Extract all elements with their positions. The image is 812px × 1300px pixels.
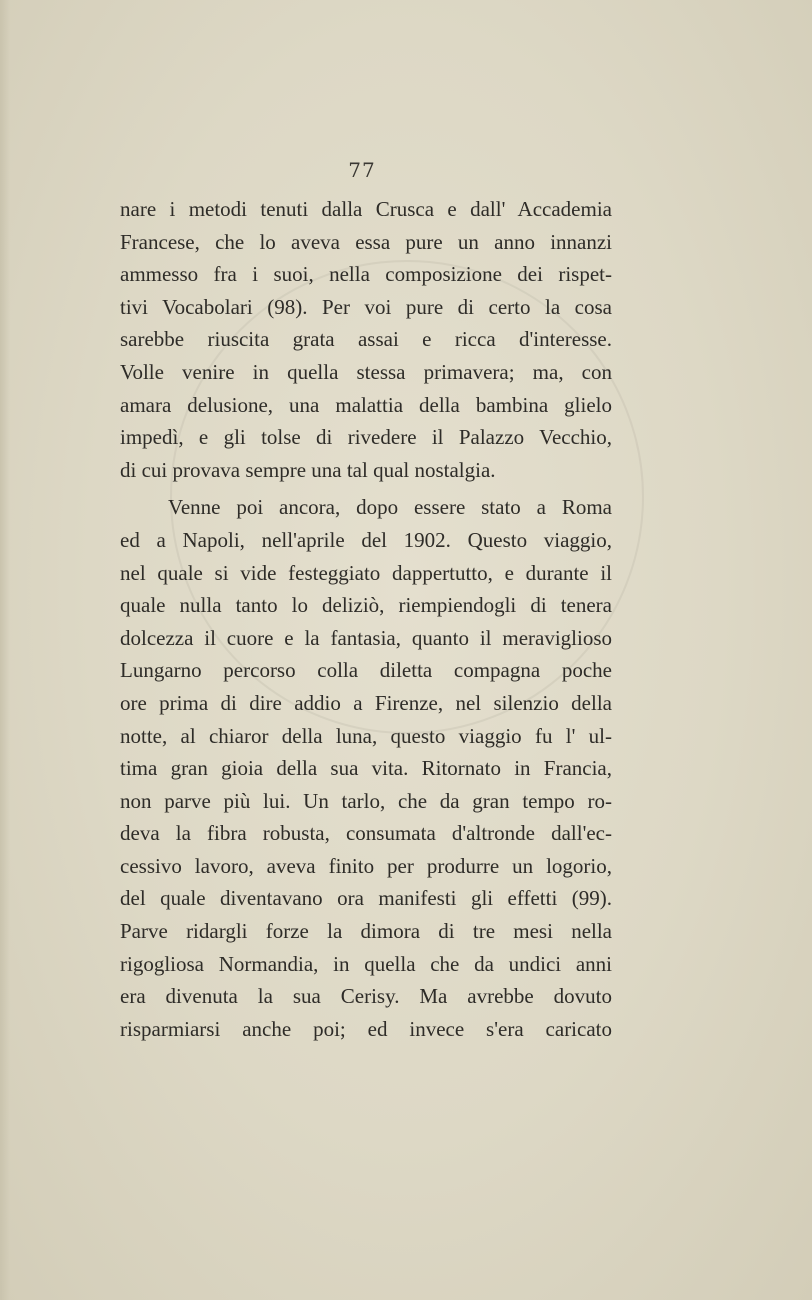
paragraph-2 [120, 491, 612, 1045]
page-number: 77 [348, 158, 376, 182]
text-line: ed a Napoli, nell'aprile del 1902. Questo viaggio, [120, 527, 612, 552]
text-line: del quale diventavano ora manifesti gli effetti (99). [120, 886, 612, 911]
text-line: ammesso fra i suoi, nella composizione dei rispet- [120, 262, 612, 287]
text-line: impedì, e gli tolse di rivedere il Palazzo Vecchio, [120, 425, 612, 450]
text-line: dolcezza il cuore e la fantasia, quanto il meraviglioso [120, 625, 612, 650]
text-line: Venne poi ancora, dopo essere stato a Roma [168, 495, 612, 520]
text-line: ore prima di dire addio a Firenze, nel silenzio della [120, 690, 612, 715]
text-line: tivi Vocabolari (98). Per voi pure di certo la cosa [120, 294, 612, 319]
text-line: risparmiarsi anche poi; ed invece s'era caricato [120, 1016, 612, 1041]
text-line: sarebbe riuscita grata assai e ricca d'interesse. [120, 327, 612, 352]
text-line: nel quale si vide festeggiato dappertutto, e durante il [120, 560, 612, 585]
text-line: non parve più lui. Un tarlo, che da gran tempo ro- [120, 788, 612, 813]
text-line: cessivo lavoro, aveva finito per produrre un logorio, [120, 853, 612, 878]
text-line: era divenuta la sua Cerisy. Ma avrebbe dovuto [120, 984, 612, 1009]
paragraph-1 [120, 193, 612, 486]
text-line: nare i metodi tenuti dalla Crusca e dall' Accademia [120, 197, 612, 221]
body-text [120, 193, 612, 1045]
text-line: deva la fibra robusta, consumata d'altronde dall'ec- [120, 821, 612, 846]
text-line: di cui provava sempre una tal qual nostalgia. [120, 457, 496, 482]
text-line: Lungarno percorso colla diletta compagna poche [120, 658, 612, 683]
text-line: rigogliosa Normandia, in quella che da undici anni [120, 951, 612, 976]
text-line: amara delusione, una malattia della bambina glielo [120, 392, 612, 417]
text-line: quale nulla tanto lo deliziò, riempiendogli di tenera [120, 593, 612, 618]
text-line: tima gran gioia della sua vita. Ritornato in Francia, [120, 756, 612, 781]
text-line: Francese, che lo aveva essa pure un anno innanzi [120, 229, 612, 254]
text-line: Volle venire in quella stessa primavera; ma, con [120, 359, 612, 384]
page-edge-shadow [0, 0, 10, 1300]
text-line: Parve ridargli forze la dimora di tre mesi nella [120, 919, 612, 944]
text-line: notte, al chiaror della luna, questo viaggio fu l' ul- [120, 723, 612, 748]
